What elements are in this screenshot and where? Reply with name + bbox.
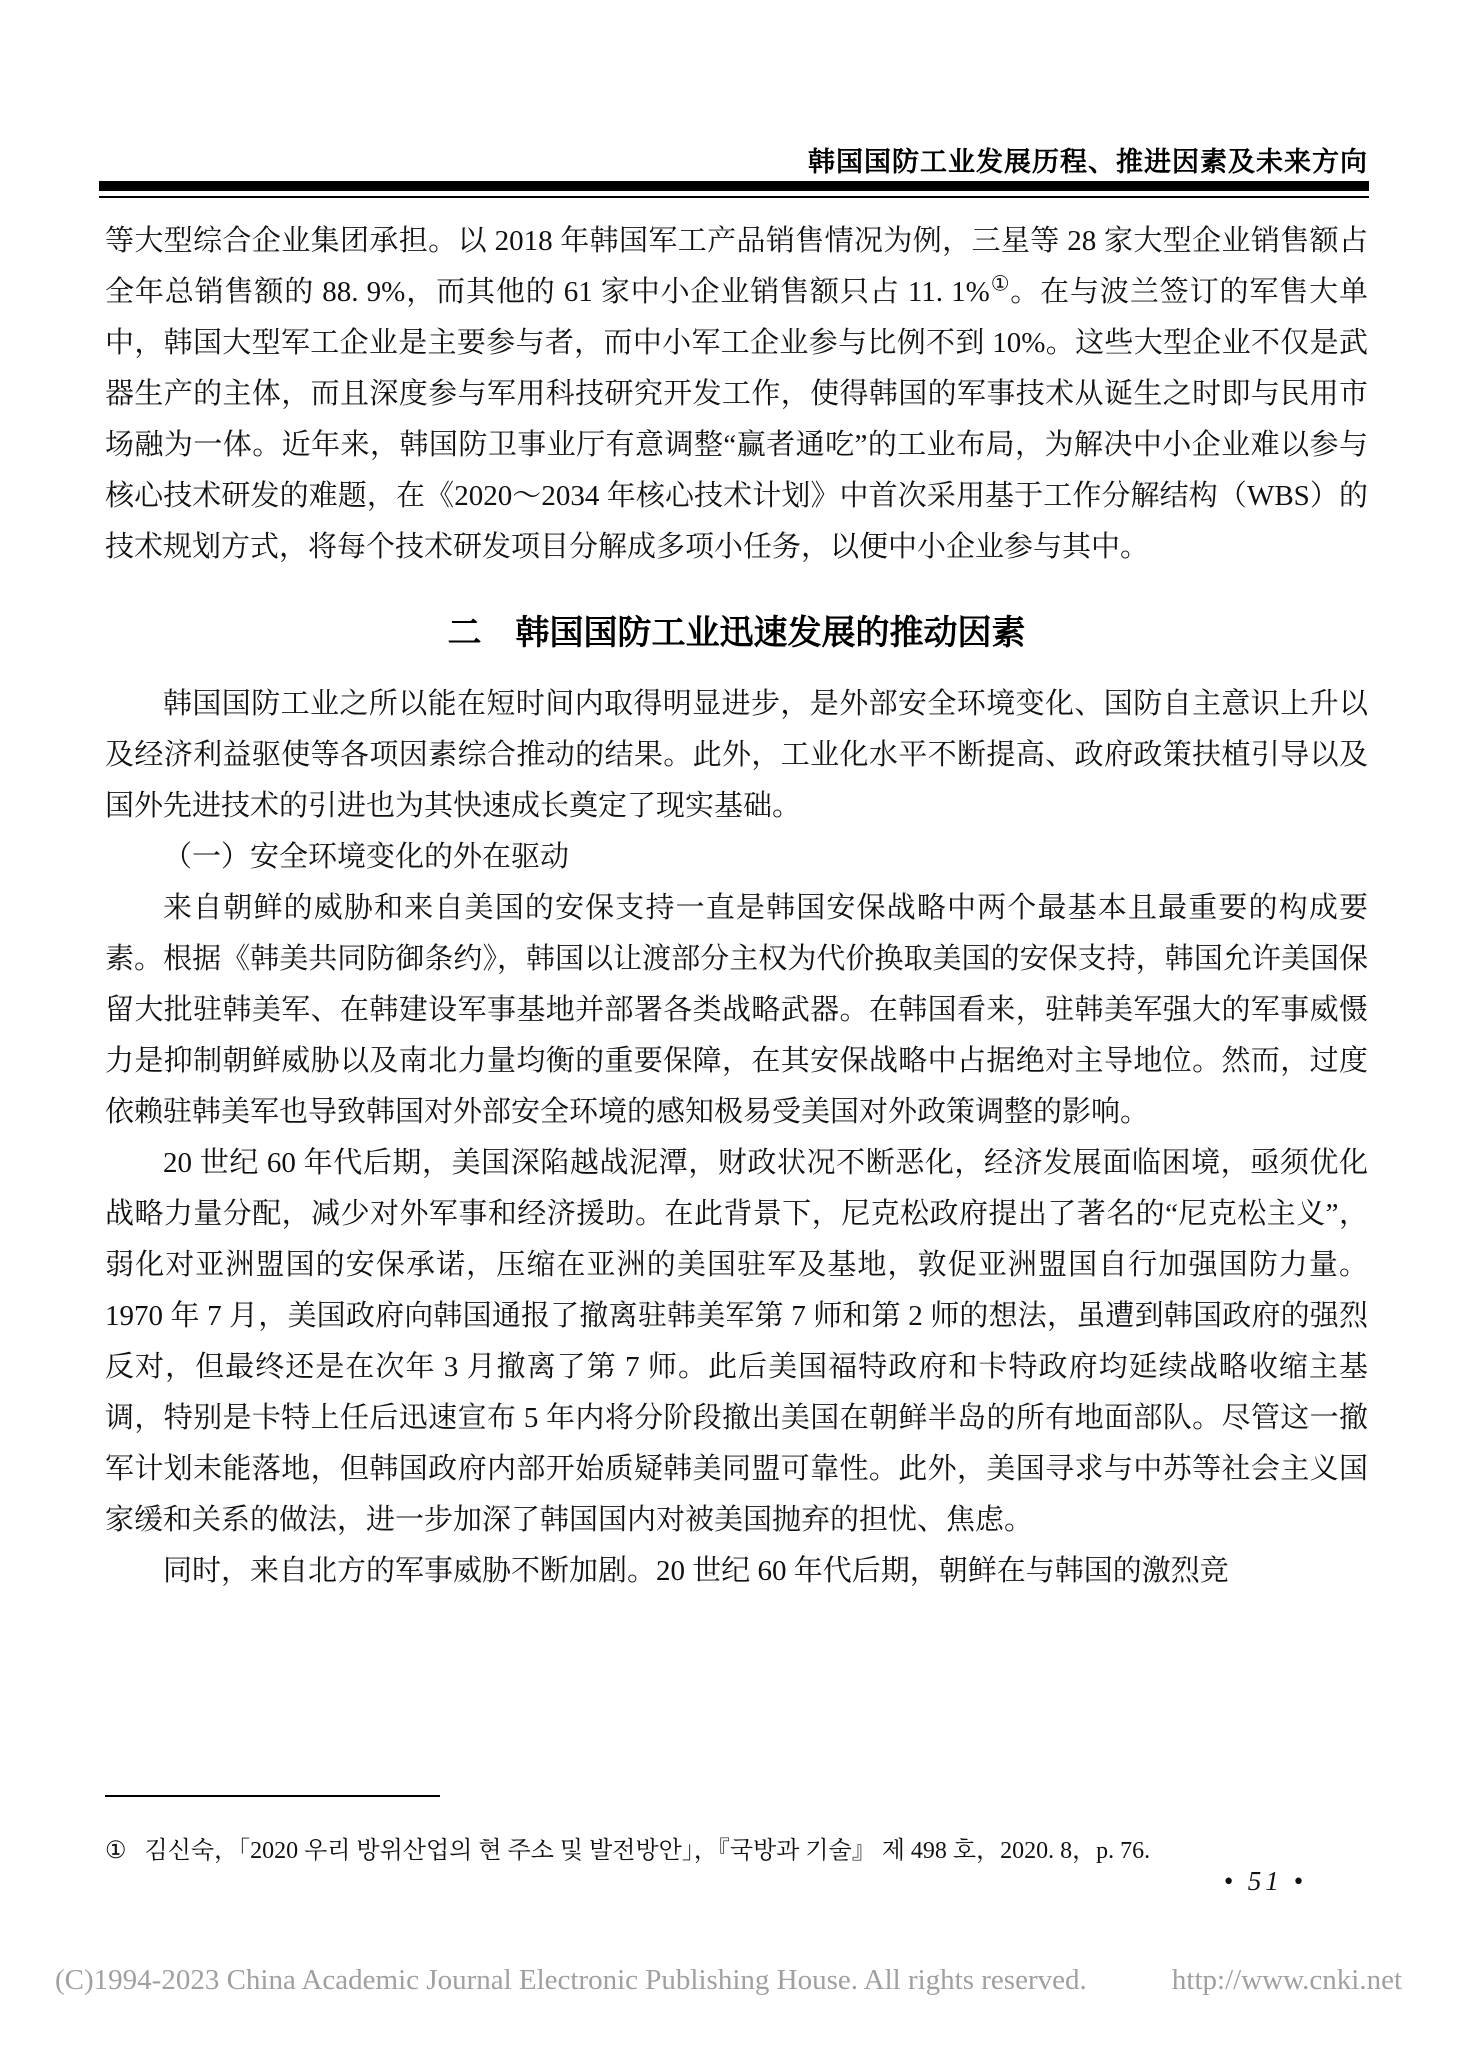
paragraph-cut-off: 同时，来自北方的军事威胁不断加剧。20 世纪 60 年代后期，朝鲜在与韩国的激烈竞 [163, 1555, 1229, 1587]
footnote-marker: ① [105, 1838, 127, 1864]
footnote [105, 1832, 1368, 1870]
running-head-title: 韩国国防工业发展历程、推进因素及未来方向 [808, 147, 1368, 177]
publisher-watermark [55, 1964, 1402, 1997]
paragraph: 20 世纪 60 年代后期，美国深陷越战泥潭，财政状况不断恶化，经济发展面临困境，亟须优化战略力量分配，减少对外军事和经济援助。在此背景下，尼克松政府提出了著名的“尼克松主义”，弱化对亚洲盟国的安保承诺，压缩在亚洲的美国驻军及基地，敦促亚洲盟国自行加强国防力量。1970 年 7 月，美国政府向韩国通报了撤离驻韩美军第 7 师和第 2 师的想法，虽遭到韩国政府的强烈反对，但最终还是在次年 3 月撤离了第 7 师。此后美国福特政府和卡特政府均延续战略收缩主基调，特别是卡特上任后迅速宣布 5 年内将分阶段撤出美国在朝鲜半岛的所有地面部队。尽管这一撤军计划未能落地，但韩国政府内部开始质疑韩美同盟可靠性。此外，美国寻求与中苏等社会主义国家缓和关系的做法，进一步加深了韩国国内对被美国抛弃的担忧、焦虑。 [105, 1147, 1368, 1536]
footnote-separator [105, 1795, 440, 1797]
article-body [105, 216, 1368, 1597]
footnote-reference-1: ① [989, 271, 1011, 296]
paragraph-1-text-after-ref: 。在与波兰签订的军售大单中，韩国大型军工企业是主要参与者，而中小军工企业参与比例不到 10%。这些大型企业不仅是武器生产的主体，而且深度参与军用科技研究开发工作，使得韩国的军事技术从诞生之时即与民用市场融为一体。近年来，韩国防卫事业厅有意调整“赢者通吃”的工业布局，为解决中小企业难以参与核心技术研发的难题，在《2020～2034 年核心技术计划》中首次采用基于工作分解结构（WBS）的技术规划方式，将每个技术研发项目分解成多项小任务，以便中小企业参与其中。 [105, 276, 1368, 563]
paragraph-continuation [105, 216, 1368, 573]
paragraph-1-text: 等大型综合企业集团承担。以 2018 年韩国军工产品销售情况为例，三星等 28 家大型企业销售额占全年总销售额的 88. 9%，而其他的 61 家中小企业销售额只占 11. 1% [105, 225, 1368, 308]
footnote-text: 김신숙，「2020 우리 방위산업의 현 주소 및 발전방안」，『국방과 기술』 제 498 호，2020. 8，p. 76. [144, 1838, 1151, 1864]
watermark-copyright-text: (C)1994-2023 China Academic Journal Electronic Publishing House. All rights reserved. [55, 1964, 1087, 1996]
paragraph: 来自朝鲜的威胁和来自美国的安保支持一直是韩国安保战略中两个最基本且最重要的构成要素。根据《韩美共同防御条约》，韩国以让渡部分主权为代价换取美国的安保支持，韩国允许美国保留大批驻韩美军、在韩建设军事基地并部署各类战略武器。在韩国看来，驻韩美军强大的军事威慑力是抑制朝鲜威胁以及南北力量均衡的重要保障，在其安保战略中占据绝对主导地位。然而，过度依赖驻韩美军也导致韩国对外部安全环境的感知极易受美国对外政策调整的影响。 [105, 892, 1368, 1128]
page-number: • 51 • [1223, 1866, 1307, 1896]
paragraph: 韩国国防工业之所以能在短时间内取得明显进步，是外部安全环境变化、国防自主意识上升以及经济利益驱使等各项因素综合推动的结果。此外，工业化水平不断提高、政府政策扶植引导以及国外先进技术的引进也为其快速成长奠定了现实基础。 [105, 688, 1368, 822]
watermark-url-text: http://www.cnki.net [1171, 1964, 1402, 1996]
header-rule-thick [99, 181, 1369, 191]
section-heading: 二 韩国国防工业迅速发展的推动因素 [447, 614, 1026, 652]
header-rule-thin [99, 196, 1369, 198]
subsection-heading: （一）安全环境变化的外在驱动 [163, 841, 570, 873]
